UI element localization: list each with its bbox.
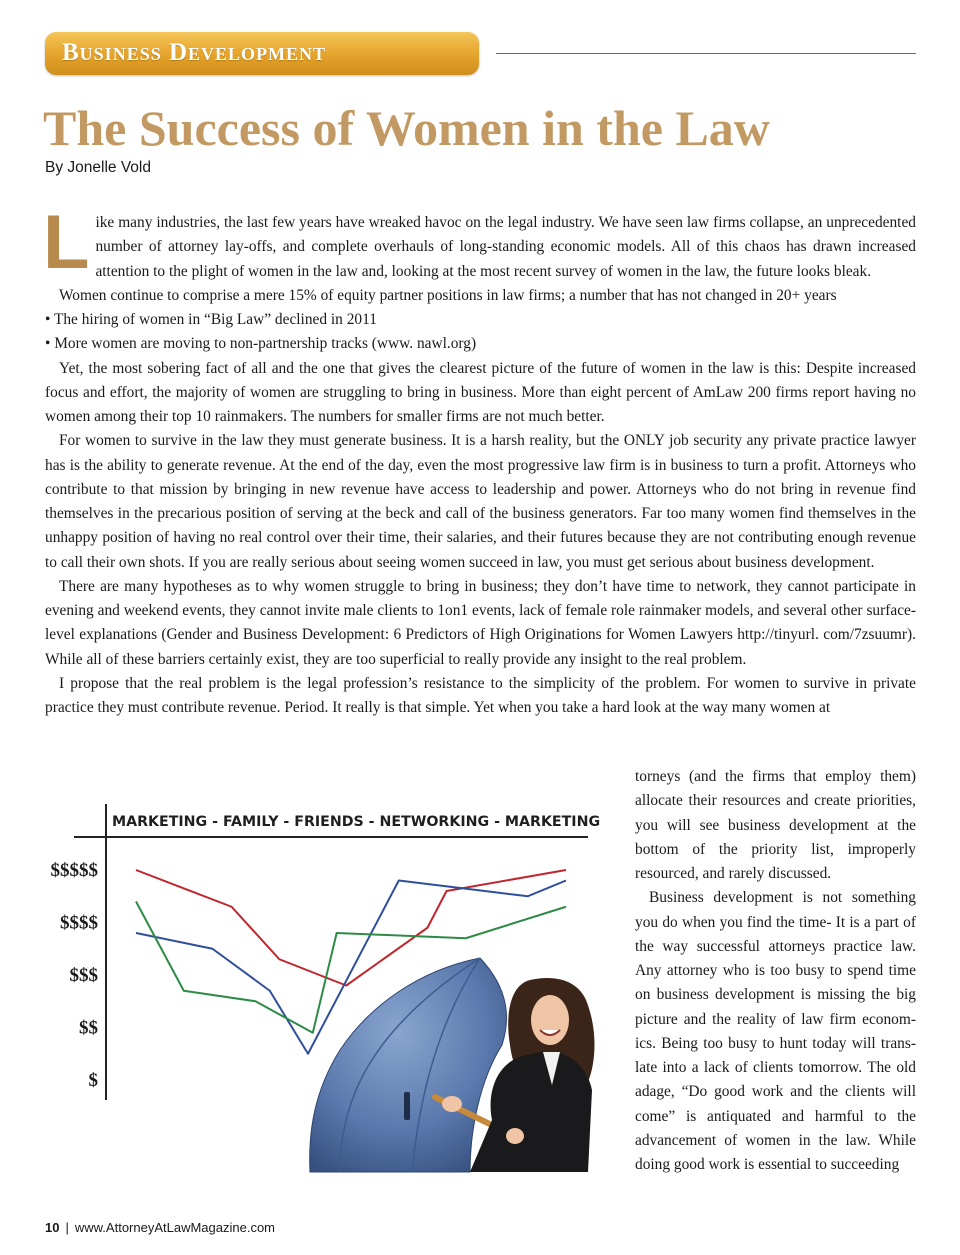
y-tick-labels <box>51 860 99 1091</box>
footer-website: www.AttorneyAtLawMagazine.com <box>74 1220 276 1235</box>
section-tag <box>45 32 479 75</box>
paragraph-1-text: ike many industries, the last few years have wreaked havoc on the legal industry. We have seen law firms collapse, an unprecedented number of attorney lay-offs, and complete overhauls of long-standing economic models. All of this chaos has drawn increased attention to the plight of women in the law and, looking at the most recent survey of women in the law, the future looks bleak. <box>95 214 916 280</box>
hand <box>442 1096 462 1112</box>
y-tick-label: $$$ <box>69 965 98 986</box>
chart-title: MARKETING - FAMILY - FRIENDS - NETWORKING - MARKETING <box>112 814 600 830</box>
woman-with-umbrella <box>310 958 595 1172</box>
paragraph-3: Yet, the most sobering fact of all and the one that gives the clearest picture of the future of women in the law is this: Despite increased focus and effort, the majority of women are struggling to bring in business. More than eight percent of AmLaw 200 firms report having no women among their top 10 rainmakers. The numbers for smaller firms are not much better. <box>45 359 916 425</box>
page-number: 10 <box>45 1220 60 1235</box>
paragraph-5: There are many hypotheses as to why women struggle to bring in business; they don’t have time to network, they cannot participate in evening and weekend events, they cannot invite male clients to 1on1 events, lack of female role rainmaker models, and several other surface-level explanations (Gender and Business Development: 6 Predictors of High Originations for Women Lawyers http://tinyurl. com/7zsuumr). While all of these barriers certainly exist, they are too superficial to really provide any insight to the real problem. <box>45 577 916 668</box>
face <box>531 995 569 1045</box>
byline: By Jonelle Vold <box>45 159 151 176</box>
umbrella-canopy <box>310 958 507 1172</box>
column-paragraph-2: Business development is not something you do when you find the time- It is a part of the way successful attorneys practice law. Any attorney who is too busy to spend time on business development is missing the big picture and the reality of law firm economics. Being too busy to hunt today will translate into a lack of clients tomorrow. The old adage, “Do good work and the clients will come” is antiquated and harmful to the advancement of women in the law. While doing good work is essential to succeeding <box>635 889 916 1173</box>
revenue-chart <box>40 800 600 1175</box>
header-rule <box>496 53 916 54</box>
paragraph-6: I propose that the real problem is the legal profession’s resistance to the simplicity of the problem. For women to survive in private practice they must contribute revenue. Period. It really is that simple. Yet when you take a hard look at the way many women at <box>45 674 916 716</box>
umbrella-strap <box>404 1092 410 1120</box>
article-title: The Success of Women in the Law <box>43 100 770 156</box>
right-column <box>635 765 916 1177</box>
column-paragraph-1: torneys (and the firms that employ them) allocate their resources and create priorities, you will see business development at the bottom of the priority list, improperly resourced, and rarely discussed. <box>635 768 916 882</box>
page-footer <box>45 1220 275 1235</box>
bullet-2: • More women are moving to non-partnership tracks (www. nawl.org) <box>45 335 477 353</box>
hand <box>506 1128 524 1144</box>
paragraph-1 <box>43 200 916 285</box>
drop-cap: L <box>43 200 90 285</box>
footer-separator: | <box>65 1220 69 1235</box>
article-body <box>43 200 916 720</box>
bullet-1: • The hiring of women in “Big Law” declined in 2011 <box>45 311 377 328</box>
chart-illustration <box>40 800 600 1175</box>
y-tick-label: $$$$$ <box>50 860 98 881</box>
paragraph-2: Women continue to comprise a mere 15% of equity partner positions in law firms; a number that has not changed in 20+ years <box>59 286 837 304</box>
y-tick-label: $$ <box>79 1017 98 1039</box>
y-tick-label: $$$$ <box>60 912 98 934</box>
paragraph-4: For women to survive in the law they must generate business. It is a harsh reality, but the ONLY job security any private practice lawyer has is the ability to generate revenue. At the end of the day, even the most progressive law firm is in business to turn a profit. Attorneys who contribute to that mission by bringing in new revenue have access to leadership and power. Attorneys who do not bring in revenue find themselves in the precarious position of serving at the beck and call of the business generators. Far too many women find themselves in the unhappy position of having no real control over their time, their salaries, and their futures because they are not contributing enough revenue to call their own shots. If you are really serious about seeing women succeed in law, you must get serious about business development. <box>45 432 916 571</box>
section-label: Business Development <box>62 39 327 66</box>
y-tick-label: $ <box>88 1070 98 1091</box>
